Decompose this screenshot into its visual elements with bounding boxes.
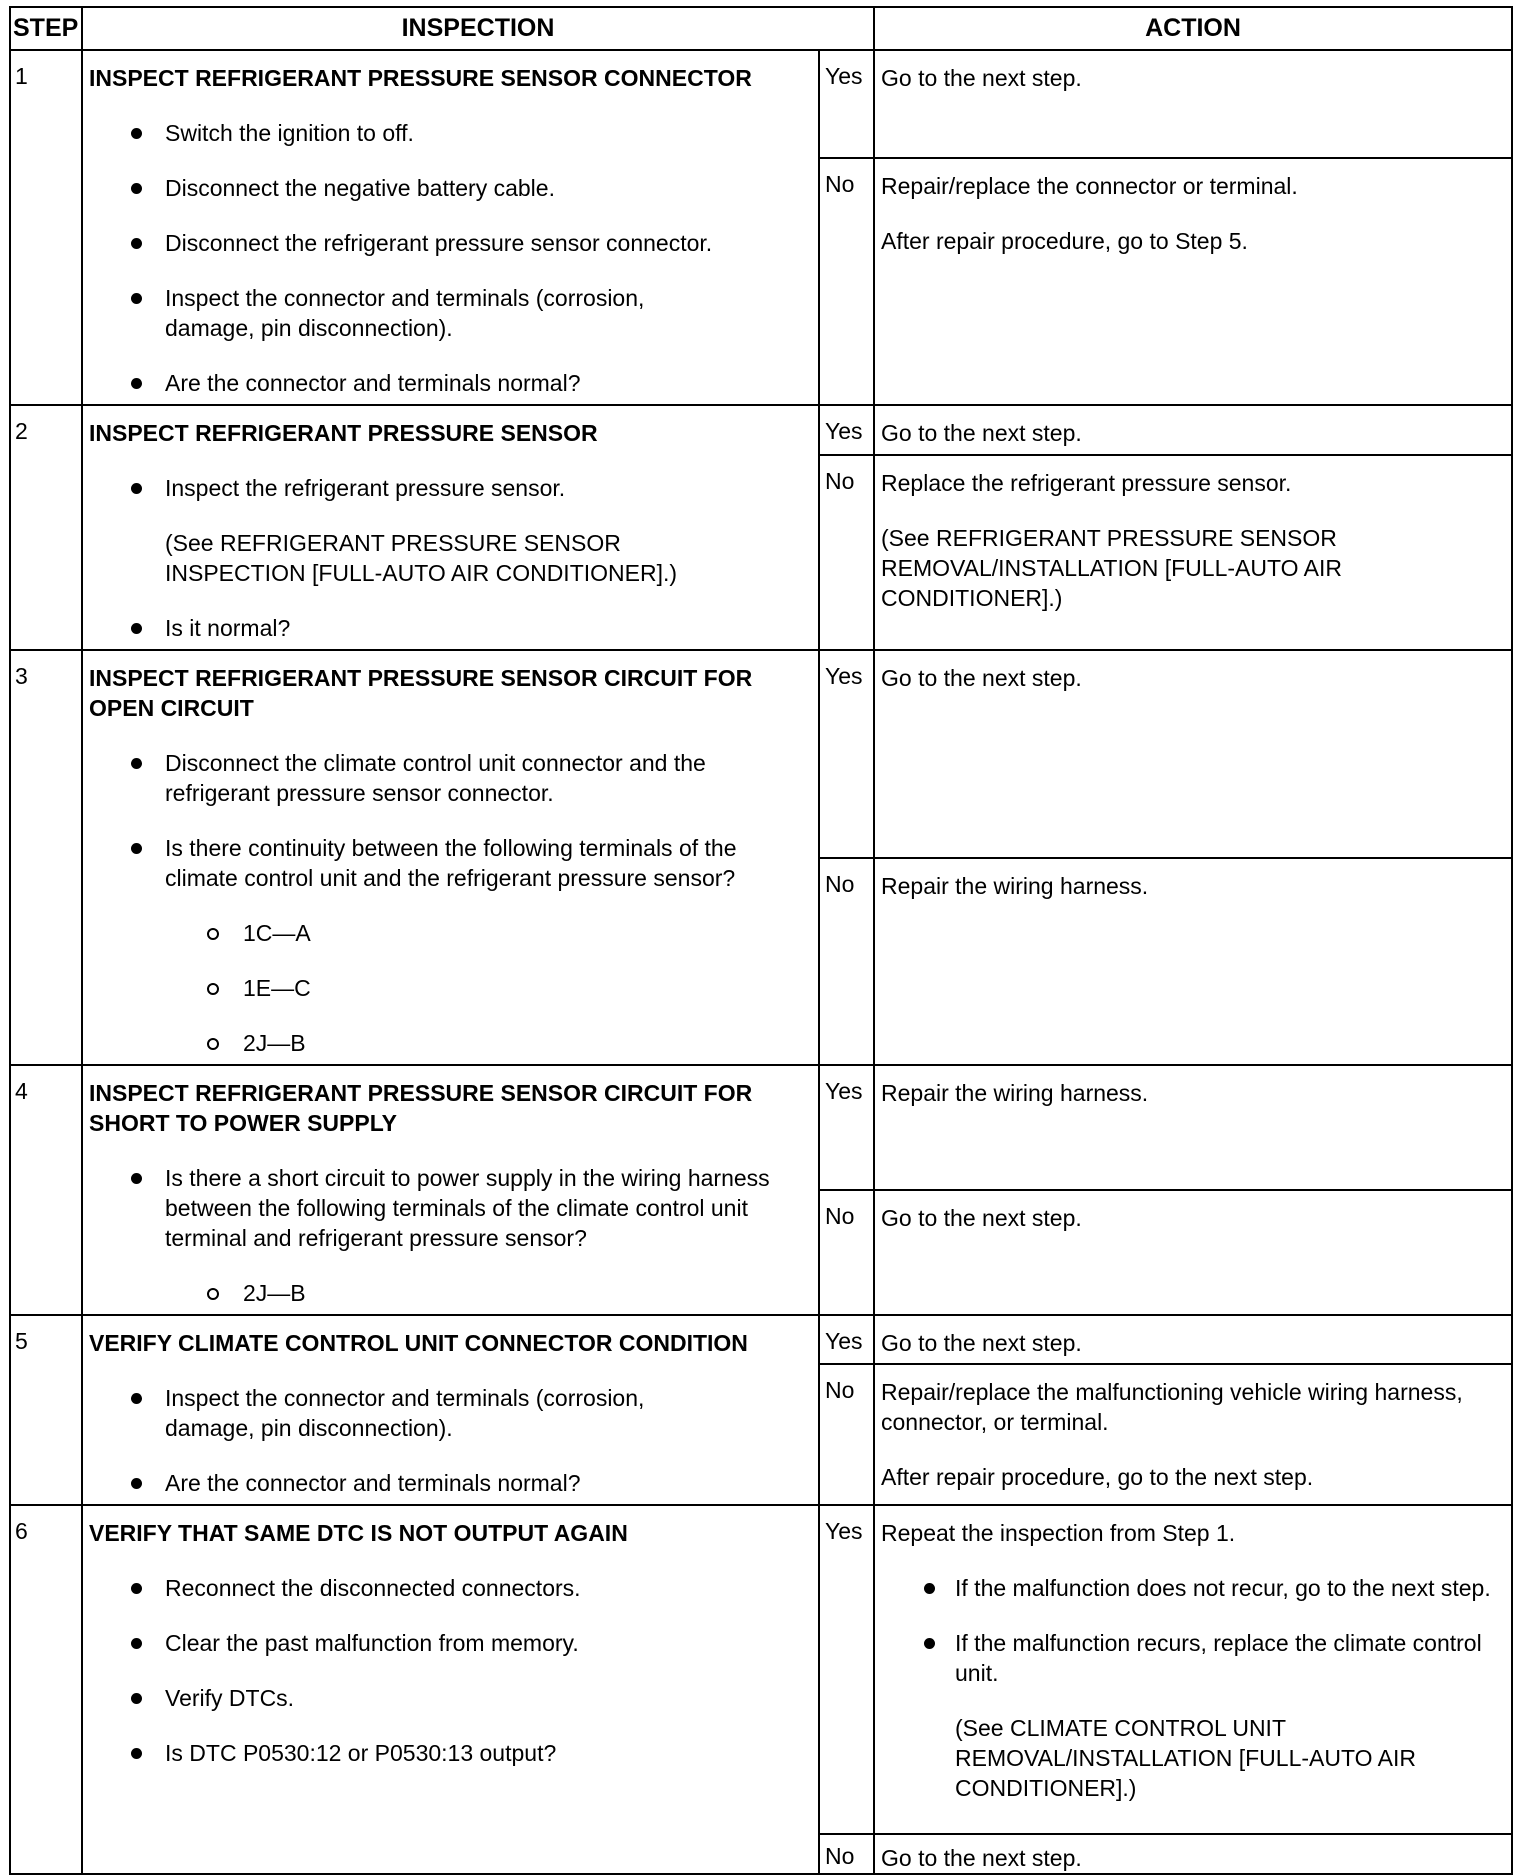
step-column-header: STEP xyxy=(10,7,82,50)
yes-label: Yes xyxy=(819,50,874,158)
terminal-pair: 2J—B xyxy=(89,1278,812,1308)
inspection-bullet: Are the connector and terminals normal? xyxy=(89,1468,812,1498)
no-label: No xyxy=(819,158,874,406)
step-number: 4 xyxy=(10,1065,82,1315)
step-3-yes-row xyxy=(10,650,1512,858)
action-text: Repair/replace the malfunctioning vehicle wiring harness, connector, or terminal. xyxy=(881,1378,1463,1435)
yes-label: Yes xyxy=(819,1505,874,1834)
action-text: Go to the next step. xyxy=(881,665,1082,691)
step-6-yes-row xyxy=(10,1505,1512,1834)
action-text: Repeat the inspection from Step 1. xyxy=(881,1520,1236,1546)
action-text: Go to the next step. xyxy=(881,420,1082,446)
action-bullet: If the malfunction recurs, replace the climate control unit. xyxy=(881,1628,1505,1688)
step-title: INSPECT REFRIGERANT PRESSURE SENSOR CIRCUIT FOR SHORT TO POWER SUPPLY xyxy=(89,1080,753,1136)
step-number: 6 xyxy=(10,1505,82,1874)
step-3-yes-action xyxy=(874,650,1512,858)
step-number: 2 xyxy=(10,405,82,650)
action-text: After repair procedure, go to Step 5. xyxy=(881,227,1248,254)
step-3-no-action xyxy=(874,858,1512,1066)
inspection-bullet: Disconnect the climate control unit connector and the refrigerant pressure sensor connector. xyxy=(89,748,812,808)
terminal-pair: 2J—B xyxy=(89,1028,812,1058)
step-2-yes-row xyxy=(10,405,1512,455)
step-4-inspection xyxy=(82,1065,819,1315)
diagnostic-table xyxy=(9,6,1513,1875)
step-6-inspection xyxy=(82,1505,819,1874)
action-text: After repair procedure, go to the next step. xyxy=(881,1463,1314,1490)
step-4-yes-action xyxy=(874,1065,1512,1190)
step-title: VERIFY THAT SAME DTC IS NOT OUTPUT AGAIN xyxy=(89,1520,628,1546)
step-5-yes-row xyxy=(10,1315,1512,1364)
inspection-bullet: Is there a short circuit to power supply in the wiring harness between the following terminals of the climate control unit terminal and refrigerant pressure sensor? xyxy=(89,1163,812,1253)
inspection-bullet: Is DTC P0530:12 or P0530:13 output? xyxy=(89,1738,812,1768)
step-4-yes-row xyxy=(10,1065,1512,1190)
inspection-bullet: Switch the ignition to off. xyxy=(89,118,812,148)
action-column-header: ACTION xyxy=(874,7,1512,50)
yes-label: Yes xyxy=(819,1315,874,1364)
action-text: Repair the wiring harness. xyxy=(881,1080,1149,1106)
step-2-no-action xyxy=(874,455,1512,650)
step-1-yes-action xyxy=(874,50,1512,158)
action-text: Go to the next step. xyxy=(881,65,1082,91)
inspection-bullet: Clear the past malfunction from memory. xyxy=(89,1628,812,1658)
step-6-yes-action xyxy=(874,1505,1512,1834)
no-label: No xyxy=(819,455,874,650)
inspection-column-header: INSPECTION xyxy=(82,7,874,50)
step-5-no-action xyxy=(874,1364,1512,1505)
no-label: No xyxy=(819,1834,874,1874)
action-bullet: If the malfunction does not recur, go to the next step. xyxy=(881,1573,1505,1603)
step-title: INSPECT REFRIGERANT PRESSURE SENSOR xyxy=(89,420,598,446)
inspection-bullet: Disconnect the negative battery cable. xyxy=(89,173,812,203)
inspection-bullet: Is it normal? xyxy=(89,613,812,643)
step-5-inspection xyxy=(82,1315,819,1505)
step-title: INSPECT REFRIGERANT PRESSURE SENSOR CIRCUIT FOR OPEN CIRCUIT xyxy=(89,665,753,721)
no-label: No xyxy=(819,1364,874,1505)
inspection-bullet: Is there continuity between the following terminals of the climate control unit and the refrigerant pressure sensor? xyxy=(89,833,812,893)
inspection-bullet: Inspect the connector and terminals (corrosion, damage, pin disconnection). xyxy=(89,1383,812,1443)
inspection-bullet: Verify DTCs. xyxy=(89,1683,812,1713)
action-text: Repair the wiring harness. xyxy=(881,872,1149,899)
step-number: 5 xyxy=(10,1315,82,1505)
step-2-inspection xyxy=(82,405,819,650)
step-6-no-action xyxy=(874,1834,1512,1874)
step-title: VERIFY CLIMATE CONTROL UNIT CONNECTOR CONDITION xyxy=(89,1330,748,1356)
no-label: No xyxy=(819,1190,874,1315)
step-title: INSPECT REFRIGERANT PRESSURE SENSOR CONNECTOR xyxy=(89,65,752,91)
inspection-note: (See REFRIGERANT PRESSURE SENSOR INSPECTION [FULL-AUTO AIR CONDITIONER].) xyxy=(165,530,678,586)
yes-label: Yes xyxy=(819,650,874,858)
step-4-no-action xyxy=(874,1190,1512,1315)
terminal-pair: 1C—A xyxy=(89,918,812,948)
step-1-inspection xyxy=(82,50,819,405)
action-text: Go to the next step. xyxy=(881,1330,1082,1356)
terminal-pair: 1E—C xyxy=(89,973,812,1003)
action-text: Go to the next step. xyxy=(881,1205,1082,1231)
step-2-yes-action xyxy=(874,405,1512,455)
step-5-yes-action xyxy=(874,1315,1512,1364)
step-3-inspection xyxy=(82,650,819,1065)
inspection-bullet: Reconnect the disconnected connectors. xyxy=(89,1573,812,1603)
step-1-yes-row xyxy=(10,50,1512,158)
inspection-bullet: Disconnect the refrigerant pressure sensor connector. xyxy=(89,228,812,258)
step-number: 3 xyxy=(10,650,82,1065)
step-number: 1 xyxy=(10,50,82,405)
action-text: Go to the next step. xyxy=(881,1845,1082,1871)
inspection-bullet: Inspect the connector and terminals (corrosion, damage, pin disconnection). xyxy=(89,283,812,343)
action-text: Repair/replace the connector or terminal. xyxy=(881,172,1298,199)
header-row xyxy=(10,7,1512,50)
no-label: No xyxy=(819,858,874,1066)
action-text: Replace the refrigerant pressure sensor. xyxy=(881,470,1292,497)
action-note: (See CLIMATE CONTROL UNIT REMOVAL/INSTALLATION [FULL-AUTO AIR CONDITIONER].) xyxy=(955,1715,1416,1801)
yes-label: Yes xyxy=(819,1065,874,1190)
yes-label: Yes xyxy=(819,405,874,455)
step-1-no-action xyxy=(874,158,1512,406)
inspection-bullet: Are the connector and terminals normal? xyxy=(89,368,812,398)
action-text: (See REFRIGERANT PRESSURE SENSOR REMOVAL/INSTALLATION [FULL-AUTO AIR CONDITIONER].) xyxy=(881,525,1342,612)
inspection-bullet: Inspect the refrigerant pressure sensor. xyxy=(89,473,812,503)
